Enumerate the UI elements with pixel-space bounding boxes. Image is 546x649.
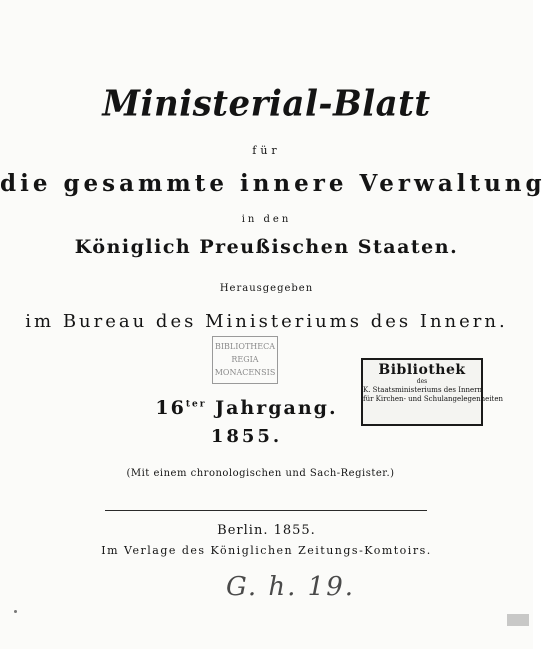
volume-word: Jahrgang. <box>215 397 338 419</box>
place-and-date: Berlin. 1855. <box>217 523 316 538</box>
horizontal-rule <box>105 510 427 511</box>
document-title: Ministerial-Blatt <box>102 83 431 125</box>
register-note: (Mit einem chronologischen und Sach-Register.) <box>126 468 395 479</box>
publication-year: 1855. <box>210 426 283 447</box>
faded-library-stamp <box>212 336 278 384</box>
preposition-fuer: für <box>252 144 281 157</box>
faded-stamp-line-2: REGIA <box>231 355 259 364</box>
library-stamp-small: des <box>416 378 428 385</box>
publisher-line: Im Verlage des Königlichen Zeitungs-Komtoirs. <box>101 544 432 557</box>
faded-stamp-line-1: BIBLIOTHECA <box>215 342 275 351</box>
scan-edge-mark <box>507 614 529 626</box>
library-stamp-line-1: K. Staatsministeriums des Innern <box>363 386 482 394</box>
library-stamp-heading: Bibliothek <box>378 362 466 378</box>
bureau-line: im Bureau des Ministeriums des Innern. <box>25 311 508 332</box>
preposition-in-den: in den <box>241 214 292 225</box>
ink-speck <box>14 610 17 613</box>
volume-number <box>0 397 513 419</box>
document-subtitle: die gesammte innere Verwaltung <box>0 170 546 197</box>
volume-number-digits: 16 <box>155 397 186 419</box>
volume-number-suffix: ter <box>185 399 207 410</box>
kingdom-name: Königlich Preußischen Staaten. <box>74 236 459 258</box>
faded-stamp-line-3: MONACENSIS <box>214 368 276 377</box>
handwritten-shelfmark: G. h. 19. <box>226 572 355 602</box>
library-stamp-line-2: für Kirchen- und Schulangelegenheiten <box>363 395 504 403</box>
editor-note: Herausgegeben <box>219 283 314 294</box>
